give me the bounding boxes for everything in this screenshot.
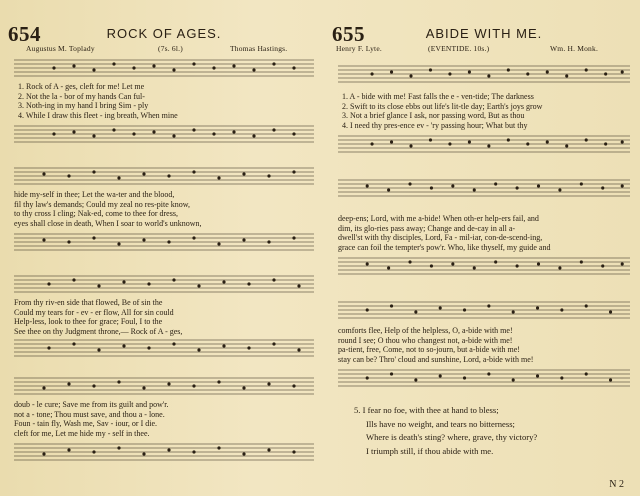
hymn-title: ROCK OF AGES. <box>106 26 222 41</box>
lyric-line: round I see; O thou who changest not, a-bide with me! <box>338 335 513 345</box>
lyric-line: dim, its glo-ries pass away; Change and de-cay in all a- <box>338 223 516 233</box>
lyrics-block <box>338 92 630 130</box>
composer: Wm. H. Monk. <box>550 44 599 53</box>
hymn-title: ABIDE WITH ME. <box>425 26 543 41</box>
lyrics-block <box>14 190 314 228</box>
music-system <box>14 274 314 378</box>
treble-staff <box>14 166 314 186</box>
lyric-line: grace can foil the tempter's pow'r. Who, like thyself, my guide and <box>338 242 551 252</box>
lyric-line: dwell'st with thy disciples, Lord, Fa - mil-iar, con-de-scend-ing, <box>338 233 543 243</box>
lyric-line: doub - le cure; Save me from its guilt and pow'r. <box>14 400 169 409</box>
staff-lines <box>14 376 314 396</box>
lyrics-block <box>14 400 314 438</box>
verse-line: Where is death's sting? where, grave, thy victory? <box>366 432 538 443</box>
music-system <box>338 58 630 174</box>
verse-line: I triumph still, if thou abide with me. <box>366 445 494 456</box>
author: Henry F. Lyte. <box>336 44 382 53</box>
lyric-line: Foun - tain fly, Wash me, Sav - iour, or I die. <box>14 419 158 429</box>
lyric-line: not a - tone; Thou must save, and thou a - lone. <box>14 409 165 419</box>
treble-staff <box>338 300 630 320</box>
lyric-line: 3. Noth-ing in my hand I bring Sim - ply <box>18 101 149 111</box>
bass-staff <box>14 124 314 144</box>
lyric-line: 4. I need thy pres-ence ev - 'ry passing hour; What but thy <box>342 120 528 130</box>
lyric-line: comforts flee, Help of the helpless, O, a-bide with me! <box>338 326 513 335</box>
music-system <box>14 58 314 170</box>
hymn-654-header <box>8 22 320 44</box>
lyric-line: eyes shall close in death, When I soar to world's unknown, <box>14 218 202 228</box>
music-system <box>14 376 314 492</box>
treble-staff <box>338 178 630 198</box>
hymn-credits <box>332 44 636 55</box>
lyric-line: hide my-self in thee; Let the wa-ter and the blood, <box>14 190 175 199</box>
lyric-line: cleft for me, Let me hide my - self in thee. <box>14 428 150 438</box>
lyric-line: 3. Not a brief glance I ask, nor passing word, But as thou <box>342 111 525 121</box>
hymn-655-header <box>332 22 636 44</box>
hymn-number: 654 <box>8 22 41 46</box>
lyric-line: See thee on thy Judgment throne,— Rock of A - ges, <box>14 326 183 336</box>
lyric-line: deep-ens; Lord, with me a-bide! When oth-er help-ers fail, and <box>338 214 539 223</box>
bass-staff <box>14 232 314 252</box>
staff-lines <box>14 442 314 462</box>
treble-staff <box>338 64 630 84</box>
music-system <box>14 166 314 276</box>
staff-lines <box>338 256 630 276</box>
bass-staff <box>338 368 630 388</box>
author: Augustus M. Toplady <box>26 44 95 53</box>
lyrics-block <box>14 298 314 336</box>
lyrics-block <box>14 82 314 120</box>
lyrics-block <box>338 214 630 252</box>
staff-lines <box>14 232 314 252</box>
lyric-line: to thy cross I cling; Nak-ed, come to thee for dress, <box>14 209 178 219</box>
lyric-line: 1. A - bide with me! Fast falls the e - ven-tide; The darkness <box>342 92 534 101</box>
composer: Thomas Hastings. <box>230 44 288 53</box>
lyric-line: fil thy law's demands; Could my zeal no res-pite know, <box>14 199 190 209</box>
music-system <box>338 178 630 290</box>
staff-lines <box>338 64 630 84</box>
meter: (EVENTIDE. 10s.) <box>428 44 490 53</box>
staff-lines <box>14 274 314 294</box>
treble-staff <box>14 274 314 294</box>
staff-lines <box>14 338 314 358</box>
meter: (7s. 6l.) <box>158 44 183 53</box>
signature-mark: N 2 <box>609 479 624 490</box>
music-system <box>338 296 630 400</box>
bass-staff <box>14 338 314 358</box>
bass-staff <box>338 256 630 276</box>
lyric-line: 2. Not the la - bor of my hands Can ful- <box>18 91 145 101</box>
lyric-line: 4. While I draw this fleet - ing breath, When mine <box>18 110 178 120</box>
lyrics-block <box>338 326 630 364</box>
lyric-line: pa-tient, free, Come, not to so-journ, but a-bide with me! <box>338 345 520 355</box>
treble-staff <box>14 58 314 78</box>
hymn-654-column <box>8 0 320 496</box>
bass-staff <box>338 134 630 154</box>
lyric-line: From thy riv-en side that flowed, Be of sin the <box>14 298 163 307</box>
staff-lines <box>338 300 630 320</box>
lyric-line: 1. Rock of A - ges, cleft for me! Let me <box>18 82 145 91</box>
lyric-line: Help-less, look to thee for grace; Foul, I to the <box>14 317 163 327</box>
staff-lines <box>14 166 314 186</box>
bass-staff <box>14 442 314 462</box>
hymn-number: 655 <box>332 22 365 46</box>
staff-lines <box>14 124 314 144</box>
staff-lines <box>14 58 314 78</box>
staff-lines <box>338 134 630 154</box>
lyric-line: stay can be? Thro' cloud and sunshine, Lord, a-bide with me! <box>338 354 534 364</box>
extra-verses <box>354 404 632 458</box>
lyric-line: Could my tears for - ev - er flow, All for sin could <box>14 307 174 317</box>
hymn-655-column <box>332 0 636 496</box>
treble-staff <box>14 376 314 396</box>
staff-lines <box>338 178 630 198</box>
hymn-credits <box>8 44 320 55</box>
verse-line: Ills have no weight, and tears no bitterness; <box>366 418 515 429</box>
staff-lines <box>338 368 630 388</box>
lyric-line: 2. Swift to its close ebbs out life's lit-tle day; Earth's joys grow <box>342 101 543 111</box>
verse-line: 5. I fear no foe, with thee at hand to bless; <box>354 405 499 415</box>
